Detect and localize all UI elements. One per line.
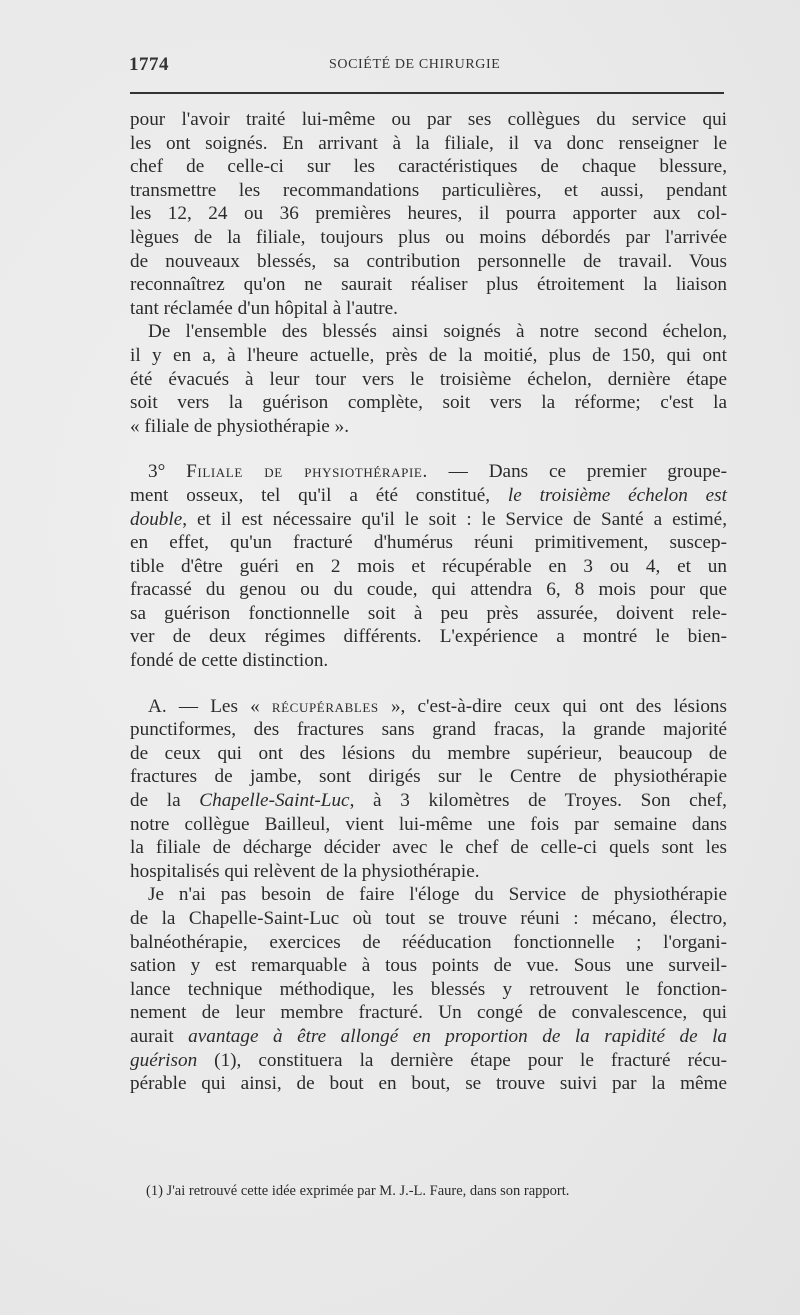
subsection-label: A. — Les «	[148, 695, 272, 717]
text-span: , et il est nécessaire qu'il le soit : le Service de Santé a estimé,	[182, 508, 727, 530]
text-span: aurait	[130, 1025, 189, 1047]
text-span: », c'est-à-dire ceux qui ont des lésions	[378, 695, 727, 717]
page-number: 1774	[129, 54, 169, 75]
text-span: , à 3 kilomètres de Troyes. Son chef,	[349, 790, 727, 812]
text-line: de nouveaux blessés, sa contribution personnelle de travail. Vous	[130, 250, 727, 272]
text-line: pérable qui ainsi, de bout en bout, se trouve suivi par la même	[130, 1073, 727, 1095]
text-line: notre collègue Bailleul, vient lui-même une fois par semaine dans	[130, 813, 727, 835]
text-line: ver de deux régimes différents. L'expérience a montré le bien-	[130, 626, 727, 648]
footnote-marker: (1)	[146, 1183, 163, 1199]
text-span: de la	[130, 790, 200, 812]
text-line: « filiale de physiothérapie ».	[130, 415, 349, 437]
emphasis: guérison	[130, 1049, 198, 1071]
paragraph-a	[130, 695, 727, 884]
footnote-text: J'ai retrouvé cette idée exprimée par M. J.-L. Faure, dans son rapport.	[162, 1183, 570, 1199]
text-line: sation y est remarquable à tous points de vue. Sous une surveil-	[130, 955, 727, 977]
text-line: lance technique méthodique, les blessés y retrouvent le fonction-	[130, 978, 727, 1000]
text-line: nement de leur membre fracturé. Un congé de convalescence, qui	[130, 1002, 727, 1024]
paragraph-section-3	[130, 460, 727, 672]
text-line	[130, 484, 727, 508]
text-span: ment osseux, tel qu'il a été constitué,	[130, 484, 508, 506]
emphasis: avantage à être allongé en proportion de la rapidité de la	[188, 1025, 727, 1047]
text-line: la filiale de décharge décider avec le chef de celle-ci quels sont les	[130, 837, 727, 859]
text-line: lègues de la filiale, toujours plus ou moins débordés par l'arrivée	[130, 226, 727, 248]
section-title: Filiale de physiothérapie.	[186, 461, 428, 483]
section-number: 3°	[148, 461, 166, 483]
section-gap	[130, 438, 727, 460]
paragraph-1	[130, 108, 727, 320]
text-line: fracassé du genou ou du coude, qui attendra 6, 8 mois pour que	[130, 579, 727, 601]
running-title: SOCIÉTÉ DE CHIRURGIE	[329, 57, 501, 72]
text-line: tant réclamée d'un hôpital à l'autre.	[130, 297, 398, 319]
text-line: tible d'être guéri en 2 mois et récupérable en 3 ou 4, et un	[130, 555, 727, 577]
footnote	[146, 1183, 746, 1200]
text-span: — Dans ce premier groupe-	[427, 461, 727, 483]
text-line	[130, 789, 727, 813]
text-line: de ceux qui ont des lésions du membre supérieur, beaucoup de	[130, 742, 727, 764]
text-line: Je n'ai pas besoin de faire l'éloge du Service de physiothérapie	[148, 884, 727, 906]
paragraph-5	[130, 883, 727, 1095]
emphasis: Chapelle-Saint-Luc	[199, 790, 350, 812]
paragraph-2	[130, 320, 727, 438]
text-line	[130, 508, 727, 532]
text-line	[130, 1049, 727, 1073]
text-line: hospitalisés qui relèvent de la physiothérapie.	[130, 860, 480, 882]
text-line: transmettre les recommandations particulières, et aussi, pendant	[130, 179, 727, 201]
text-line: fractures de jambe, sont dirigés sur le Centre de physiothérapie	[130, 766, 727, 788]
term: récupérables	[271, 695, 379, 717]
header-rule	[130, 92, 724, 94]
page-header	[129, 54, 726, 78]
emphasis: le troisième échelon est	[507, 484, 727, 506]
text-line: balnéothérapie, exercices de rééducation fonctionnelle ; l'organi-	[130, 931, 727, 953]
text-line: reconnaîtrez qu'on ne saurait réaliser plus étroitement la liaison	[130, 274, 727, 296]
text-line: les ont soignés. En arrivant à la filiale, il va donc renseigner le	[130, 132, 727, 154]
text-line: fondé de cette distinction.	[130, 650, 329, 672]
text-line: chef de celle-ci sur les caractéristiques de chaque blessure,	[130, 156, 727, 178]
footnote-reference: (1), constituera la dernière étape pour le fracturé récu-	[197, 1049, 727, 1071]
text-line: il y en a, à l'heure actuelle, près de la moitié, plus de 150, qui ont	[130, 344, 727, 366]
text-line	[130, 460, 727, 484]
body-text	[130, 108, 727, 1096]
text-line: pour l'avoir traité lui-même ou par ses collègues du service qui	[130, 109, 727, 130]
text-line: punctiformes, des fractures sans grand fracas, la grande majorité	[130, 719, 727, 741]
text-line: été évacués à leur tour vers le troisième échelon, dernière étape	[130, 368, 727, 390]
text-line: en effet, qu'un fracturé d'humérus réuni primitivement, suscep-	[130, 532, 727, 554]
section-gap	[130, 673, 727, 695]
emphasis: double	[130, 508, 183, 530]
text-line: de la Chapelle-Saint-Luc où tout se trouve réuni : mécano, électro,	[130, 908, 727, 929]
text-line	[130, 1025, 727, 1049]
text-line: les 12, 24 ou 36 premières heures, il pourra apporter aux col-	[130, 203, 727, 225]
text-line	[130, 695, 727, 719]
text-line: soit vers la guérison complète, soit vers la réforme; c'est la	[130, 392, 727, 414]
text-line: De l'ensemble des blessés ainsi soignés à notre second échelon,	[148, 321, 727, 343]
text-line: sa guérison fonctionnelle soit à peu près assurée, doivent rele-	[130, 602, 727, 624]
